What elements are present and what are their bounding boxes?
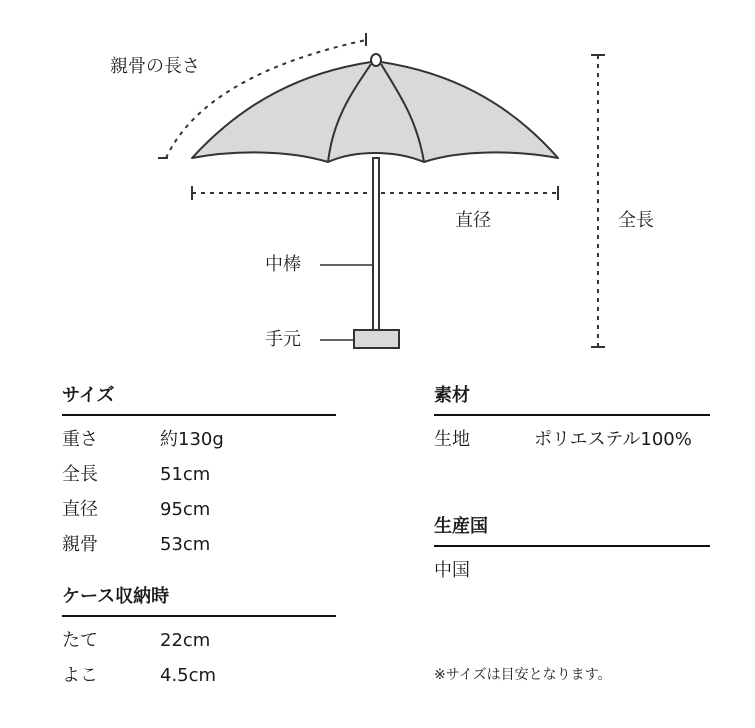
- spec-value: 51cm: [160, 464, 211, 485]
- case-section-divider: [62, 615, 336, 617]
- material-section-title: 素材: [434, 385, 470, 406]
- spec-row-fabric: [434, 422, 710, 457]
- umbrella-tip: [371, 54, 381, 66]
- material-section-divider: [434, 414, 710, 416]
- spec-value: ポリエステル100%: [534, 429, 692, 450]
- spec-label: 親骨: [62, 534, 98, 555]
- spec-row-case-height: [62, 623, 336, 658]
- spec-label: 生地: [434, 429, 470, 450]
- spec-value: 95cm: [160, 499, 211, 520]
- umbrella-canopy: [192, 62, 558, 162]
- spec-row-diameter: [62, 492, 336, 527]
- spec-value: 4.5cm: [160, 665, 217, 686]
- spec-label: 重さ: [62, 429, 98, 450]
- origin-section-title: 生産国: [434, 516, 488, 537]
- rib-length-label: 親骨の長さ: [110, 56, 200, 77]
- spec-row-case-width: [62, 658, 336, 693]
- spec-label: よこ: [62, 665, 98, 686]
- size-section-divider: [62, 414, 336, 416]
- spec-row-origin: [434, 553, 710, 588]
- spec-value: 約130g: [160, 429, 224, 450]
- diameter-label: 直径: [455, 210, 491, 231]
- spec-row-total-length: [62, 457, 336, 492]
- total-length-label: 全長: [618, 210, 654, 231]
- origin-section-divider: [434, 545, 710, 547]
- umbrella-handle: [354, 330, 399, 348]
- size-disclaimer-note: ※サイズは目安となります。: [434, 667, 612, 683]
- case-section: [62, 585, 336, 693]
- handle-label: 手元: [265, 329, 301, 350]
- spec-value: 53cm: [160, 534, 211, 555]
- spec-value: 22cm: [160, 630, 211, 651]
- case-section-title: ケース収納時: [62, 586, 170, 607]
- spec-label: 直径: [62, 499, 98, 520]
- spec-label: 全長: [62, 464, 98, 485]
- umbrella-shaft: [373, 158, 379, 330]
- shaft-label: 中棒: [265, 254, 301, 275]
- origin-section: [434, 515, 710, 588]
- origin-value: 中国: [434, 560, 470, 581]
- spec-row-weight: [62, 422, 336, 457]
- size-section: [62, 384, 336, 562]
- material-section: [434, 384, 710, 457]
- spec-label: たて: [62, 630, 98, 651]
- size-section-title: サイズ: [62, 385, 115, 406]
- spec-row-rib: [62, 527, 336, 562]
